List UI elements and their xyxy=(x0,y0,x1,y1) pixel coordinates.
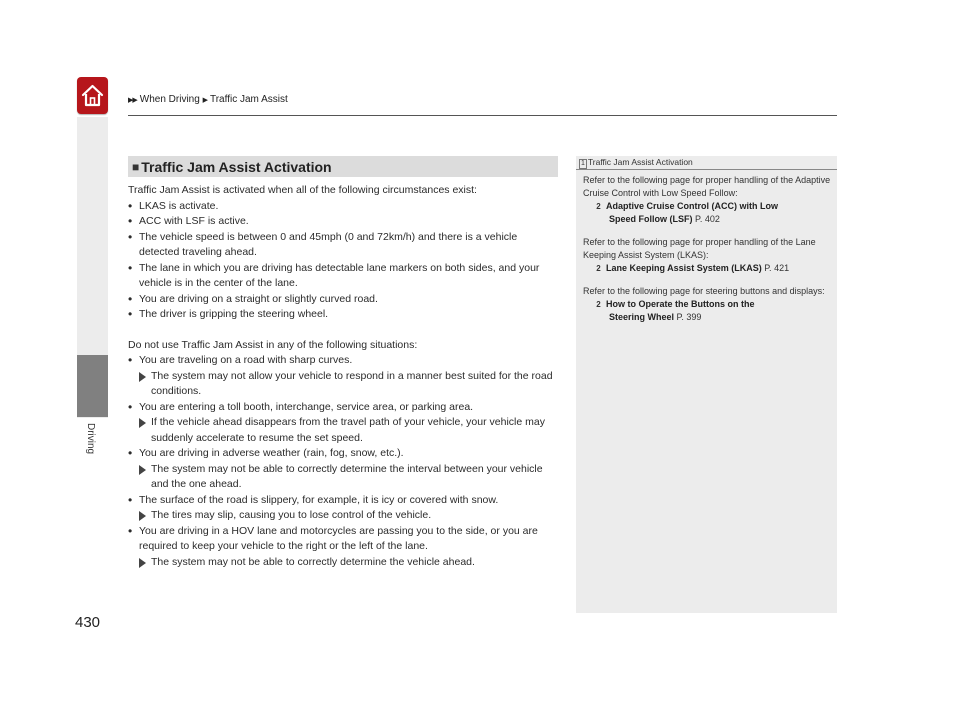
arrow-right-icon xyxy=(139,465,146,475)
situation-item: • You are driving in adverse weather (rain, fog, snow, etc.). xyxy=(128,446,560,462)
situation-item: • You are entering a toll booth, interchange, service area, or parking area. xyxy=(128,400,560,416)
condition-item: • The lane in which you are driving has detectable lane markers on both sides, and your vehicle is in the center of the lane. xyxy=(128,261,560,292)
header-rule xyxy=(128,115,837,116)
side-tab-label: Driving xyxy=(85,423,96,455)
reference-marker-icon: 2 xyxy=(596,300,601,309)
situation-item: • You are driving in a HOV lane and motorcycles are passing you to the side, or you are required to keep your vehicle to the right or the left of the lane. xyxy=(128,524,560,555)
condition-item: • ACC with LSF is active. xyxy=(128,214,560,230)
arrow-right-icon xyxy=(139,558,146,568)
note-number-badge: 1 xyxy=(581,160,585,167)
breadcrumb-current: Traffic Jam Assist xyxy=(209,94,288,105)
notes-body xyxy=(583,174,833,324)
situation-item: • You are traveling on a road with sharp curves. xyxy=(128,353,560,369)
note-reference-link[interactable] xyxy=(583,200,833,226)
note-reference-link[interactable] xyxy=(583,262,833,275)
condition-item: • The driver is gripping the steering wheel. xyxy=(128,307,560,323)
note-text: Refer to the following page for steering buttons and displays: xyxy=(583,286,825,296)
condition-item: • The vehicle speed is between 0 and 45mph (0 and 72km/h) and there is a vehicle detected traveling ahead. xyxy=(128,230,560,261)
breadcrumb-arrow-icon: ▶ xyxy=(202,97,207,104)
situation-note xyxy=(128,415,560,446)
intro-text: Traffic Jam Assist is activated when all of the following circumstances exist: xyxy=(128,184,477,196)
breadcrumb xyxy=(128,94,288,105)
side-tab-driving[interactable] xyxy=(77,355,108,417)
reference-title-cont: Steering Wheel xyxy=(609,312,675,322)
main-content xyxy=(128,183,560,570)
note-text: Refer to the following page for proper handling of the Adaptive Cruise Control with Low Speed Follow: xyxy=(583,175,831,198)
situation-item: • The surface of the road is slippery, for example, it is icy or covered with snow. xyxy=(128,493,560,509)
notes-heading xyxy=(576,156,837,169)
situation-note xyxy=(128,369,560,400)
reference-title: Adaptive Cruise Control (ACC) with Low xyxy=(606,201,778,211)
note-reference-link[interactable] xyxy=(583,298,833,324)
condition-item: • You are driving on a straight or slightly curved road. xyxy=(128,292,560,308)
reference-page: P. 402 xyxy=(695,214,720,224)
arrow-right-icon xyxy=(139,372,146,382)
square-bullet-icon: ■ xyxy=(132,159,140,174)
reference-marker-icon: 2 xyxy=(596,264,601,273)
home-button[interactable] xyxy=(77,77,108,114)
notes-rule xyxy=(576,169,837,170)
situation-note-text: The system may not allow your vehicle to respond in a manner best suited for the road conditions. xyxy=(151,369,553,397)
situation-note-text: If the vehicle ahead disappears from the travel path of your vehicle, your vehicle may suddenly accelerate to resume the set speed. xyxy=(151,416,545,444)
arrow-right-icon xyxy=(139,418,146,428)
reference-title: Lane Keeping Assist System (LKAS) xyxy=(606,263,762,273)
notes-heading-title: Traffic Jam Assist Activation xyxy=(587,157,693,167)
home-icon xyxy=(80,83,105,108)
situation-note-text: The system may not be able to correctly determine the vehicle ahead. xyxy=(151,555,475,568)
reference-page: P. 399 xyxy=(676,312,702,322)
situation-note xyxy=(128,462,560,493)
breadcrumb-link-when-driving[interactable]: When Driving xyxy=(139,94,200,105)
reference-marker-icon: 2 xyxy=(596,202,601,211)
reference-title: How to Operate the Buttons on the xyxy=(606,299,755,309)
arrow-right-icon xyxy=(139,511,146,521)
situation-note xyxy=(128,555,560,571)
section-title: Traffic Jam Assist Activation xyxy=(141,158,332,175)
note-text: Refer to the following page for proper handling of the Lane Keeping Assist System (LKAS): xyxy=(583,237,816,260)
situation-note xyxy=(128,508,560,524)
condition-item: • LKAS is activate. xyxy=(128,199,560,215)
page-number: 430 xyxy=(75,614,101,631)
reference-title-cont: Speed Follow (LSF) xyxy=(609,214,693,224)
breadcrumb-arrow-icon: ▶▶ xyxy=(128,97,137,104)
intro-text-2: Do not use Traffic Jam Assist in any of the following situations: xyxy=(128,338,418,351)
reference-page: P. 421 xyxy=(764,263,790,273)
situation-note-text: The tires may slip, causing you to lose control of the vehicle. xyxy=(151,509,432,521)
situation-note-text: The system may not be able to correctly determine the interval between your vehicle and the one ahead. xyxy=(151,462,543,490)
section-heading xyxy=(128,156,558,177)
